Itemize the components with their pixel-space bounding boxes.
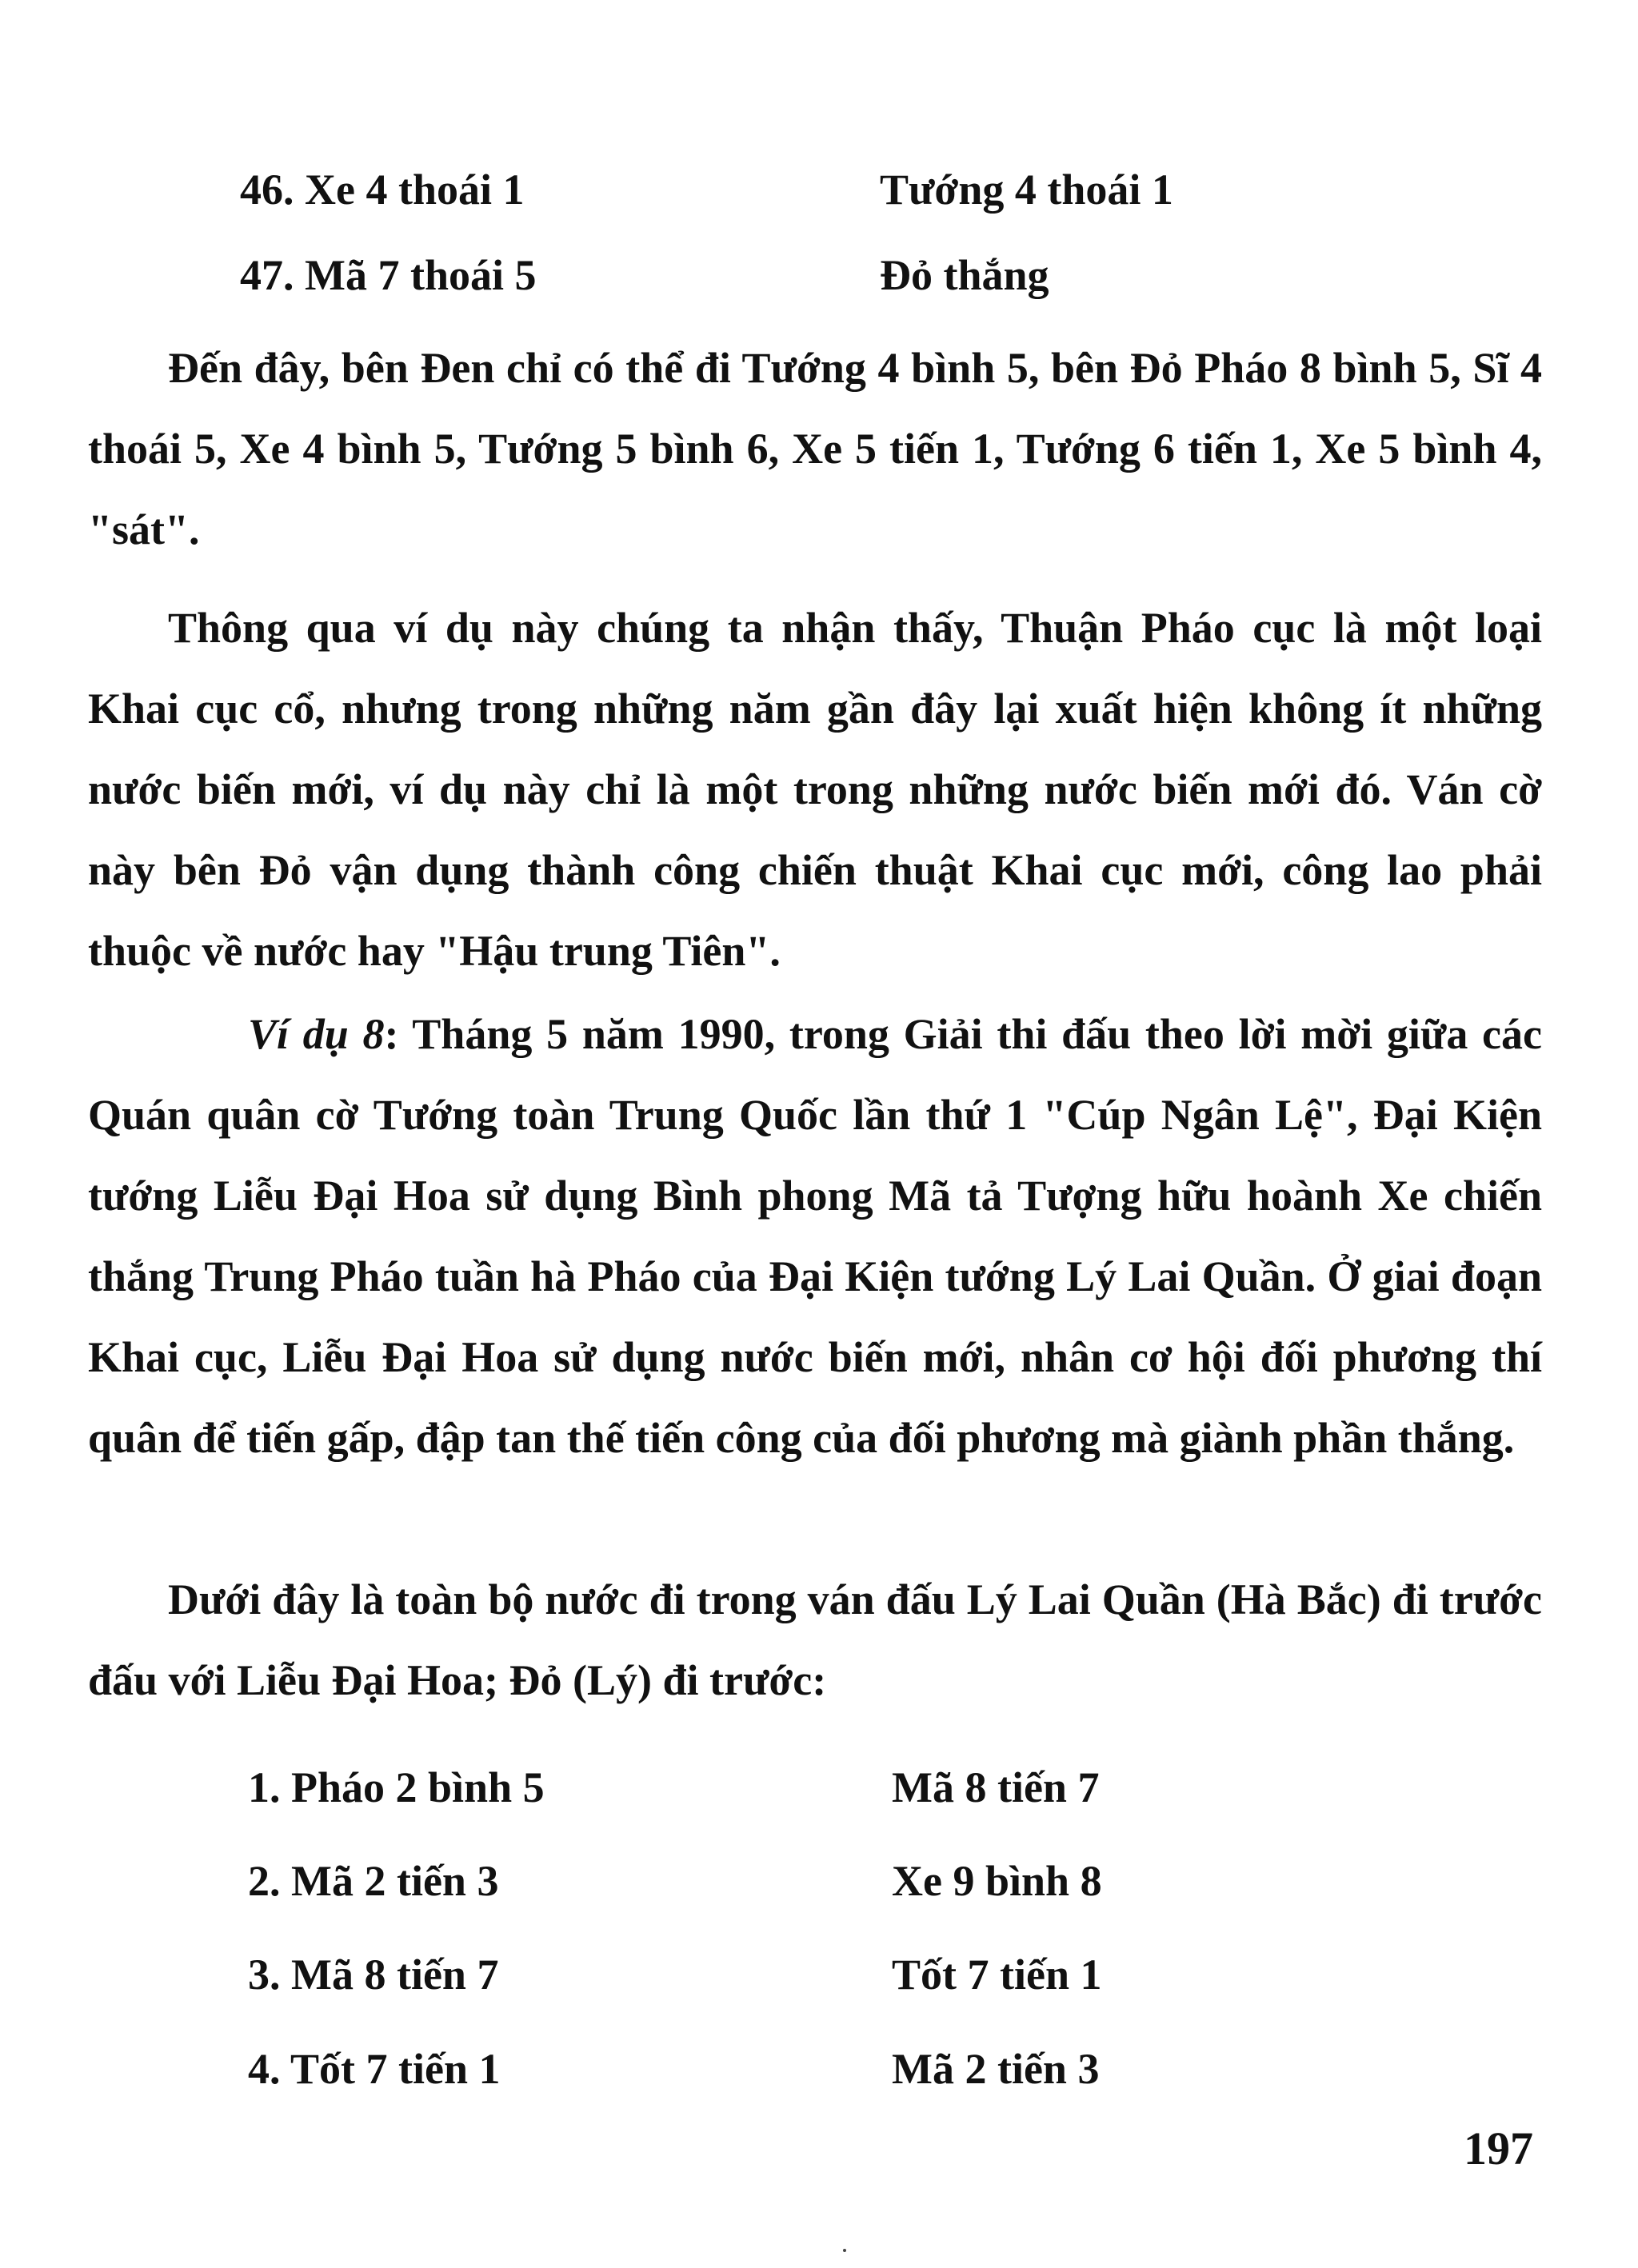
paragraph-text: Thông qua ví dụ này chúng ta nhận thấy, Thuận Pháo cục là một loại Khai cục cổ, nhưng trong những năm gần đây lại xuất hiện không ít những nước biến mới, ví dụ này chỉ là một trong những nước biến mới đó. Ván cờ này bên Đỏ vận dụng thành công chiến thuật Khai cục mới, công lao phải thuộc về nước hay "Hậu trung Tiên". [88,604,1542,975]
scan-speck [843,2249,846,2252]
paragraph-1 [88,328,1542,570]
move-red: 1. Pháo 2 bình 5 [248,1763,545,1811]
example-label: Ví dụ 8 [248,1010,385,1058]
paragraph-4 [88,1559,1542,1721]
move-black: Xe 9 bình 8 [892,1857,1102,1905]
move-black: Tướng 4 thoái 1 [880,166,1173,214]
page-number: 197 [1464,2122,1533,2174]
paragraph-text: : Tháng 5 năm 1990, trong Giải thi đấu theo lời mời giữa các Quán quân cờ Tướng toàn Trung Quốc lần thứ 1 "Cúp Ngân Lệ", Đại Kiện tướng Liễu Đại Hoa sử dụng Bình phong Mã tả Tượng hữu hoành Xe chiến thắng Trung Pháo tuần hà Pháo của Đại Kiện tướng Lý Lai Quần. Ở giai đoạn Khai cục, Liễu Đại Hoa sử dụng nước biến mới, nhân cơ hội đối phương thí quân để tiến gấp, đập tan thế tiến công của đối phương mà giành phần thắng. [88,1010,1542,1462]
paragraph-3 [88,994,1542,1479]
move-red: 47. Mã 7 thoái 5 [240,251,537,299]
move-red: 4. Tốt 7 tiến 1 [248,2045,501,2093]
move-black: Tốt 7 tiến 1 [892,1951,1102,1998]
move-red: 3. Mã 8 tiến 7 [248,1951,499,1998]
move-black: Mã 8 tiến 7 [892,1763,1100,1811]
move-black: Mã 2 tiến 3 [892,2045,1100,2093]
move-black: Đỏ thắng [880,251,1049,299]
paragraph-text: Đến đây, bên Đen chỉ có thể đi Tướng 4 bình 5, bên Đỏ Pháo 8 bình 5, Sĩ 4 thoái 5, Xe 4 bình 5, Tướng 5 bình 6, Xe 5 tiến 1, Tướng 6 tiến 1, Xe 5 bình 4, "sát". [88,344,1542,553]
move-red: 46. Xe 4 thoái 1 [240,166,525,214]
move-red: 2. Mã 2 tiến 3 [248,1857,499,1905]
paragraph-text: Dưới đây là toàn bộ nước đi trong ván đấu Lý Lai Quần (Hà Bắc) đi trước đấu với Liễu Đại Hoa; Đỏ (Lý) đi trước: [88,1575,1542,1704]
paragraph-2 [88,588,1542,992]
